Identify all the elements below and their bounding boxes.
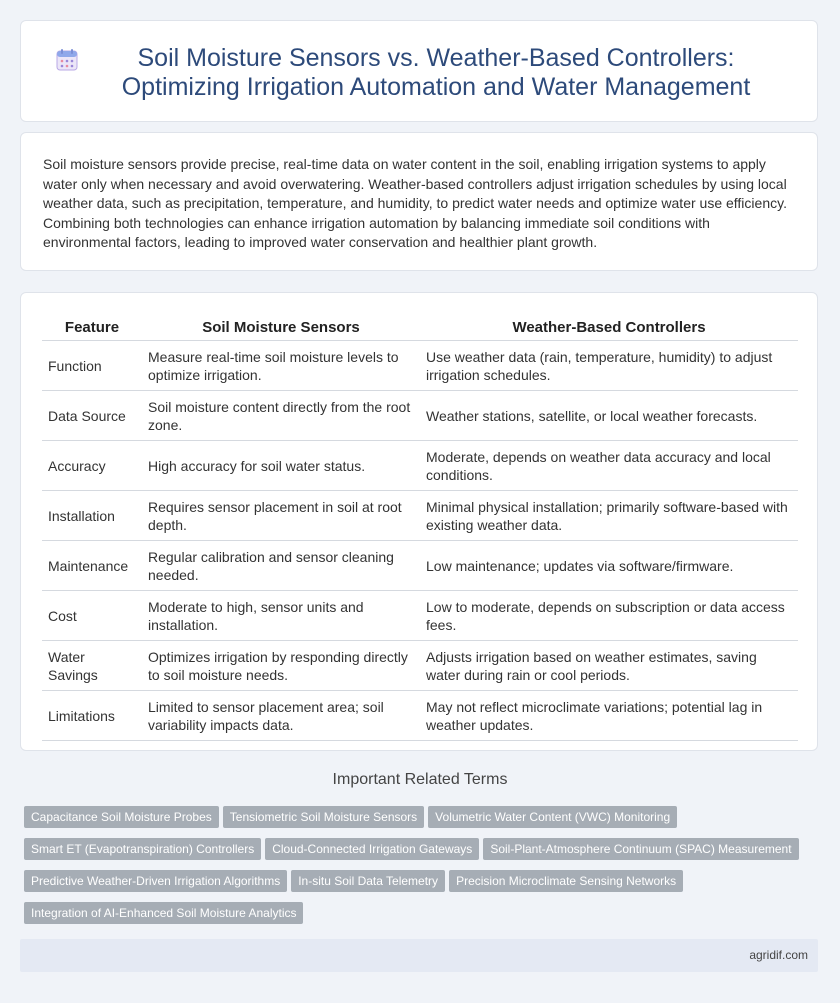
related-term-tag[interactable]: Integration of AI-Enhanced Soil Moisture Analytics: [24, 902, 303, 924]
comparison-card: [20, 292, 818, 751]
footer-site-link[interactable]: agridif.com: [749, 948, 808, 962]
feature-cell: Maintenance: [42, 541, 142, 591]
soil-sensor-cell: Requires sensor placement in soil at root depth.: [142, 491, 420, 541]
weather-controller-cell: Low maintenance; updates via software/firmware.: [420, 541, 798, 591]
soil-sensor-cell: Optimizes irrigation by responding directly to soil moisture needs.: [142, 641, 420, 691]
weather-controller-cell: Moderate, depends on weather data accuracy and local conditions.: [420, 441, 798, 491]
soil-sensor-cell: High accuracy for soil water status.: [142, 441, 420, 491]
weather-controller-cell: Adjusts irrigation based on weather estimates, saving water during rain or cool periods.: [420, 641, 798, 691]
related-terms-title: Important Related Terms: [332, 771, 508, 788]
soil-sensor-cell: Limited to sensor placement area; soil variability impacts data.: [142, 691, 420, 741]
intro-card: [20, 132, 818, 271]
feature-cell: Cost: [42, 591, 142, 641]
related-term-tag[interactable]: Volumetric Water Content (VWC) Monitoring: [428, 806, 677, 828]
weather-controller-cell: May not reflect microclimate variations; potential lag in weather updates.: [420, 691, 798, 741]
soil-sensor-cell: Moderate to high, sensor units and installation.: [142, 591, 420, 641]
footer: [20, 939, 818, 972]
related-term-tag[interactable]: Cloud-Connected Irrigation Gateways: [265, 838, 479, 860]
title-card: [20, 20, 818, 122]
soil-sensor-cell: Measure real-time soil moisture levels to optimize irrigation.: [142, 341, 420, 391]
related-term-tag[interactable]: Tensiometric Soil Moisture Sensors: [223, 806, 424, 828]
intro-paragraph: Soil moisture sensors provide precise, real-time data on water content in the soil, enabling irrigation systems to apply water only when necessary and avoid overwatering. Weather-based controllers adjust irrigation schedules by using local weather data, such as precipitation, temperature, and humidity, to predict water needs and optimize water use efficiency. Combining both technologies can enhance irrigation automation by balancing immediate soil conditions with environmental factors, leading to improved water conservation and healthier plant growth.: [43, 156, 787, 250]
table-row: [42, 341, 798, 391]
table-row: [42, 441, 798, 491]
feature-cell: Water Savings: [42, 641, 142, 691]
feature-cell: Accuracy: [42, 441, 142, 491]
feature-cell: Data Source: [42, 391, 142, 441]
soil-sensor-cell: Soil moisture content directly from the root zone.: [142, 391, 420, 441]
table-row: [42, 641, 798, 691]
header-feature: Feature: [42, 315, 142, 341]
page-title: Soil Moisture Sensors vs. Weather-Based Controllers: Optimizing Irrigation Automation and Water Management: [121, 44, 751, 101]
soil-sensor-cell: Regular calibration and sensor cleaning needed.: [142, 541, 420, 591]
feature-cell: Installation: [42, 491, 142, 541]
related-term-tag[interactable]: Predictive Weather-Driven Irrigation Algorithms: [24, 870, 287, 892]
comparison-table: [42, 315, 798, 741]
table-row: [42, 491, 798, 541]
table-row: [42, 391, 798, 441]
feature-cell: Function: [42, 341, 142, 391]
weather-controller-cell: Weather stations, satellite, or local weather forecasts.: [420, 391, 798, 441]
table-row: [42, 691, 798, 741]
related-term-tag[interactable]: Soil-Plant-Atmosphere Continuum (SPAC) Measurement: [483, 838, 798, 860]
table-row: [42, 541, 798, 591]
related-term-tag[interactable]: Capacitance Soil Moisture Probes: [24, 806, 219, 828]
related-term-tag[interactable]: Smart ET (Evapotranspiration) Controllers: [24, 838, 261, 860]
table-header-row: [42, 315, 798, 341]
weather-controller-cell: Use weather data (rain, temperature, humidity) to adjust irrigation schedules.: [420, 341, 798, 391]
header-soil-moisture-sensors: Soil Moisture Sensors: [142, 315, 420, 341]
table-row: [42, 591, 798, 641]
related-terms-list: [24, 806, 814, 934]
header-weather-based-controllers: Weather-Based Controllers: [420, 315, 798, 341]
weather-controller-cell: Low to moderate, depends on subscription or data access fees.: [420, 591, 798, 641]
related-term-tag[interactable]: In-situ Soil Data Telemetry: [291, 870, 445, 892]
feature-cell: Limitations: [42, 691, 142, 741]
related-term-tag[interactable]: Precision Microclimate Sensing Networks: [449, 870, 683, 892]
weather-controller-cell: Minimal physical installation; primarily software-based with existing weather data.: [420, 491, 798, 541]
